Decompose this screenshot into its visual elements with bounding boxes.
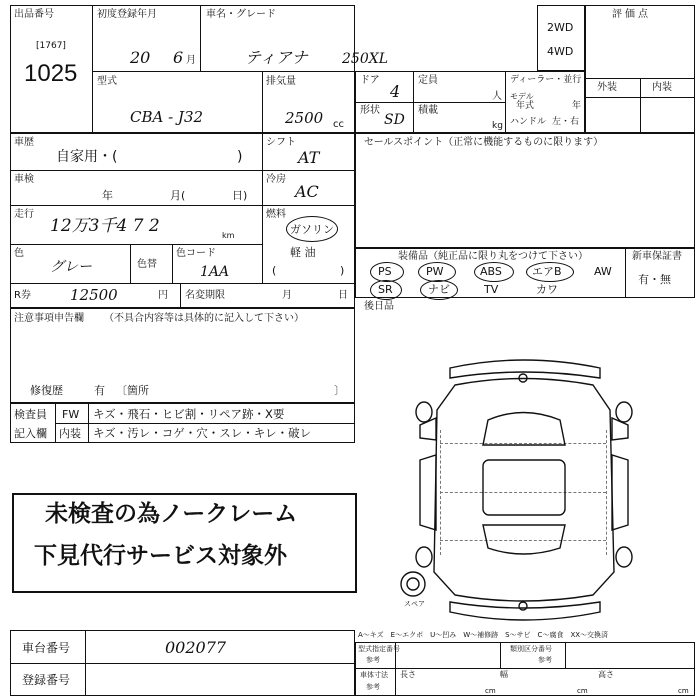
mileage-value: 12万3千4 7 2 (50, 216, 160, 236)
yen-unit: 円 (158, 290, 168, 301)
inspection-label: 車検 (14, 174, 34, 185)
fw-label: FW (62, 408, 80, 421)
inspector-label: 検査員 (14, 408, 47, 421)
circle-pw (418, 262, 456, 282)
reg-label: 登録番号 (22, 673, 71, 687)
equip-ps: PS (378, 265, 392, 278)
fw-items: キズ・飛石・ヒビ割・リペア跡・X要 (93, 407, 285, 421)
drive-2wd: 2WD (547, 21, 574, 34)
notes-hint: （不具合内容等は具体的に記入して下さい） (104, 313, 304, 324)
first-reg-label: 初度登録年月 (97, 9, 157, 20)
interior-record-label: 内装 (59, 427, 81, 440)
equip-aw: AW (594, 265, 612, 278)
model-year-label-2: 年式 (516, 101, 535, 111)
shift-value: AT (298, 148, 320, 167)
width-label: 幅 (500, 670, 508, 679)
color-code-value: 1AA (200, 264, 230, 280)
handle-options: 左・右 (552, 117, 580, 127)
color-label: 色 (14, 248, 24, 259)
dims-label-2: 参考 (366, 683, 380, 691)
warranty-value: 有・無 (638, 273, 671, 286)
notice-line1: 未検査の為ノークレーム (45, 501, 298, 527)
year-unit: 年 (572, 101, 582, 111)
drive-box (537, 5, 585, 71)
length-unit: cm (485, 687, 496, 695)
model-grade-label: 車名・グレード (206, 9, 276, 20)
capacity-label: 定員 (418, 75, 438, 86)
fuel-paren-open: ( (272, 264, 277, 277)
repair-place: 〔箇所 (116, 384, 149, 397)
record-label: 記入欄 (14, 427, 47, 440)
recycle-label: R券 (14, 290, 31, 301)
history-value: 自家用・( (56, 149, 118, 165)
warranty-label: 新車保証書 (632, 251, 682, 262)
kg-unit: kg (492, 121, 503, 131)
later-label: 後日品 (364, 301, 394, 312)
height-label: 高さ (598, 670, 614, 679)
width-unit: cm (577, 687, 588, 695)
history-close: ) (237, 149, 243, 165)
color-code-label: 色コード (176, 248, 216, 259)
fuel-gasoline-circle (286, 216, 338, 242)
fuel-label: 燃料 (266, 209, 286, 220)
doors-value: 4 (390, 82, 401, 101)
type-label: 型式 (97, 76, 117, 87)
doors-label: ドア (360, 75, 380, 86)
month-unit: 月 (186, 55, 196, 66)
km-unit: km (222, 231, 235, 240)
lot-number: 1025 (24, 60, 78, 87)
lot-label: 出品番号 (14, 9, 54, 20)
circle-airbag (526, 262, 574, 282)
equip-leather: カワ (536, 283, 558, 296)
first-reg-year: 20 (130, 48, 151, 67)
equip-navi: ナビ (428, 283, 450, 296)
repair-close: 〕 (334, 384, 345, 397)
ac-value: AC (295, 182, 319, 201)
shape-value: SD (384, 112, 405, 128)
grade: 250XL (342, 51, 388, 67)
cc-unit: cc (333, 119, 344, 130)
model-year-label-1: モデル (510, 92, 534, 101)
circle-abs (474, 262, 514, 282)
exterior-label: 外装 (597, 82, 617, 93)
spare-label: スペア (404, 600, 425, 608)
load-label: 積載 (418, 105, 438, 116)
chassis-value: 002077 (165, 638, 227, 657)
handle-label: ハンドル (510, 117, 547, 127)
drive-4wd: 4WD (547, 45, 574, 58)
equip-pw: PW (426, 265, 444, 278)
name-change-day: 日 (338, 290, 348, 301)
name-change-label: 名変期限 (185, 290, 225, 301)
displacement-value: 2500 (285, 109, 324, 127)
lot-code: [1767] (36, 41, 66, 51)
notes-label: 注意事項申告欄 (14, 313, 84, 324)
repair-value: 有 (94, 384, 105, 397)
history-label: 車歴 (14, 137, 34, 148)
sales-point-label: セールスポイント（正常に機能するものに限ります） (364, 137, 604, 148)
sales-point-box (355, 133, 695, 248)
circle-sr (370, 280, 402, 300)
ac-label: 冷房 (266, 174, 286, 185)
repair-label: 修復歴 (30, 384, 63, 397)
equip-tv: TV (484, 283, 499, 296)
damage-legend: A～キズ E～エクボ U～凹み W～補修跡 S～サビ C～腐食 XX～交換済 (358, 631, 609, 639)
recycle-value: 12500 (70, 286, 118, 304)
chassis-label: 車台番号 (22, 641, 71, 655)
circle-ps (370, 262, 404, 282)
inspection-year: 年 (102, 189, 113, 202)
fuel-paren-close: ) (340, 264, 345, 277)
equip-sr: SR (378, 283, 393, 296)
interior-items: キズ・汚レ・コゲ・穴・スレ・キレ・破レ (93, 426, 312, 440)
type-value: CBA - J32 (130, 108, 204, 126)
dims-label-1: 車体寸法 (360, 671, 388, 679)
equip-abs: ABS (480, 265, 502, 278)
model-name: ティアナ (245, 48, 308, 67)
shape-label: 形状 (360, 105, 380, 116)
name-change-month: 月 (282, 290, 292, 301)
class-label: 類別区分番号 (510, 645, 552, 653)
fuel-gasoline: ガソリン (290, 223, 334, 236)
interior-rating-label: 内装 (652, 82, 672, 93)
first-reg-month: 6 (173, 48, 184, 67)
repaint-label: 色替 (137, 259, 157, 270)
equip-airbag: エアB (532, 265, 562, 278)
equipment-label: 装備品（純正品に限り丸をつけて下さい） (398, 251, 588, 262)
mileage-label: 走行 (14, 209, 34, 220)
person-unit: 人 (492, 91, 502, 102)
inspection-month: 月( (170, 189, 186, 202)
notice-line2: 下見代行サービス対象外 (34, 543, 287, 569)
dealer-label: ディーラー・並行 (510, 75, 582, 85)
fuel-light-oil: 軽 油 (290, 246, 316, 259)
class-ref: 参考 (538, 656, 552, 664)
rating-label: 評価点 (612, 9, 651, 20)
inspection-day: 日) (232, 189, 248, 202)
length-label: 長さ (400, 670, 416, 679)
shift-label: シフト (266, 137, 296, 148)
displacement-label: 排気量 (266, 76, 296, 87)
height-unit: cm (678, 687, 689, 695)
type-ref-label-1: 型式指定番号 (358, 645, 400, 653)
circle-navi (420, 280, 458, 300)
type-ref-label-2: 参考 (366, 656, 380, 664)
color-value: グレー (50, 259, 92, 275)
